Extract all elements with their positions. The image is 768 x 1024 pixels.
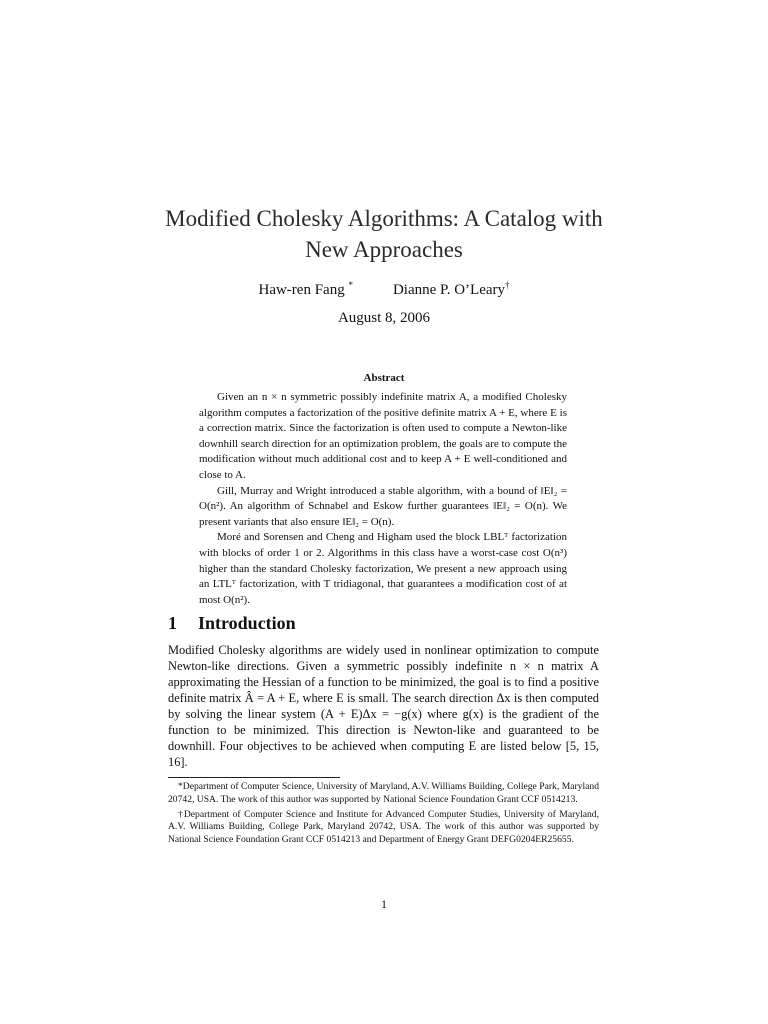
title-line-2: New Approaches [305, 237, 463, 262]
introduction-paragraph: Modified Cholesky algorithms are widely used in nonlinear optimization to compute Newton-like directions. Given a symmetric possibly indefinite n × n matrix A approximating the Hessian of a function to be minimized, the goal is to find a positive definite matrix Â = A + E, where E is small. The search direction Δx is then computed by solving the linear system (A + E)Δx = −g(x) where g(x) is the gradient of the function to be minimized. This direction is Newton-like and guaranteed to be downhill. Four objectives to be achieved when computing E are listed below [5, 15, 16]. [168, 643, 599, 769]
author-2 [393, 280, 510, 299]
title-line-1: Modified Cholesky Algorithms: A Catalog with [165, 206, 603, 231]
author-footnote-mark: † [505, 280, 510, 290]
author-footnote-mark: * [348, 280, 353, 290]
abstract-paragraph-1: Given an n × n symmetric possibly indefinite matrix A, a modified Cholesky algorithm computes a factorization of the positive definite matrix A + E, where E is a correction matrix. Since the factorization is often used to compute a Newton-like downhill search direction for an optimization problem, the goals are to compute the modification without much additional cost and to keep A + E well-conditioned and close to A. [199, 391, 567, 481]
paper-title [150, 203, 618, 265]
abstract-heading: Abstract [363, 372, 405, 384]
abstract-body [199, 390, 567, 608]
abstract-paragraph-2: Gill, Murray and Wright introduced a stable algorithm, with a bound of ‖E‖₂ = O(n²). An algorithm of Schnabel and Eskow further guarantees ‖E‖₂ = O(n). We present variants that also ensure ‖E‖₂ = O(n). [199, 484, 567, 528]
footnote-divider [168, 777, 340, 778]
page-number: 1 [381, 897, 387, 911]
author-1 [258, 280, 352, 299]
publication-date: August 8, 2006 [337, 310, 431, 326]
footnote-1: *Department of Computer Science, University of Maryland, A.V. Williams Building, College Park, Maryland 20742, USA. The work of this author was supported by National Science Foundation Grant CCF 0514213. [168, 781, 599, 805]
footnotes [168, 781, 599, 849]
author-name: Dianne P. O’Leary [392, 282, 506, 298]
author-name: Haw-ren Fang [258, 282, 345, 298]
author-list [150, 280, 618, 299]
section-number: 1 [168, 613, 177, 633]
section-heading [168, 613, 296, 634]
section-title: Introduction [198, 613, 296, 633]
footnote-2: †Department of Computer Science and Institute for Advanced Computer Studies, University of Maryland, A.V. Williams Building, College Park, Maryland 20742, USA. The work of this author was supported by National Science Foundation Grant CCF 0514213 and Department of Energy Grant DEFG0204ER25655. [168, 808, 599, 846]
abstract-paragraph-3: Moré and Sorensen and Cheng and Higham used the block LBLᵀ factorization with blocks of order 1 or 2. Algorithms in this class have a worst-case cost O(n³) higher than the standard Cholesky factorization, We present a new approach using an LTLᵀ factorization, with T tridiagonal, that guarantees a modification cost of at most O(n²). [199, 531, 567, 606]
